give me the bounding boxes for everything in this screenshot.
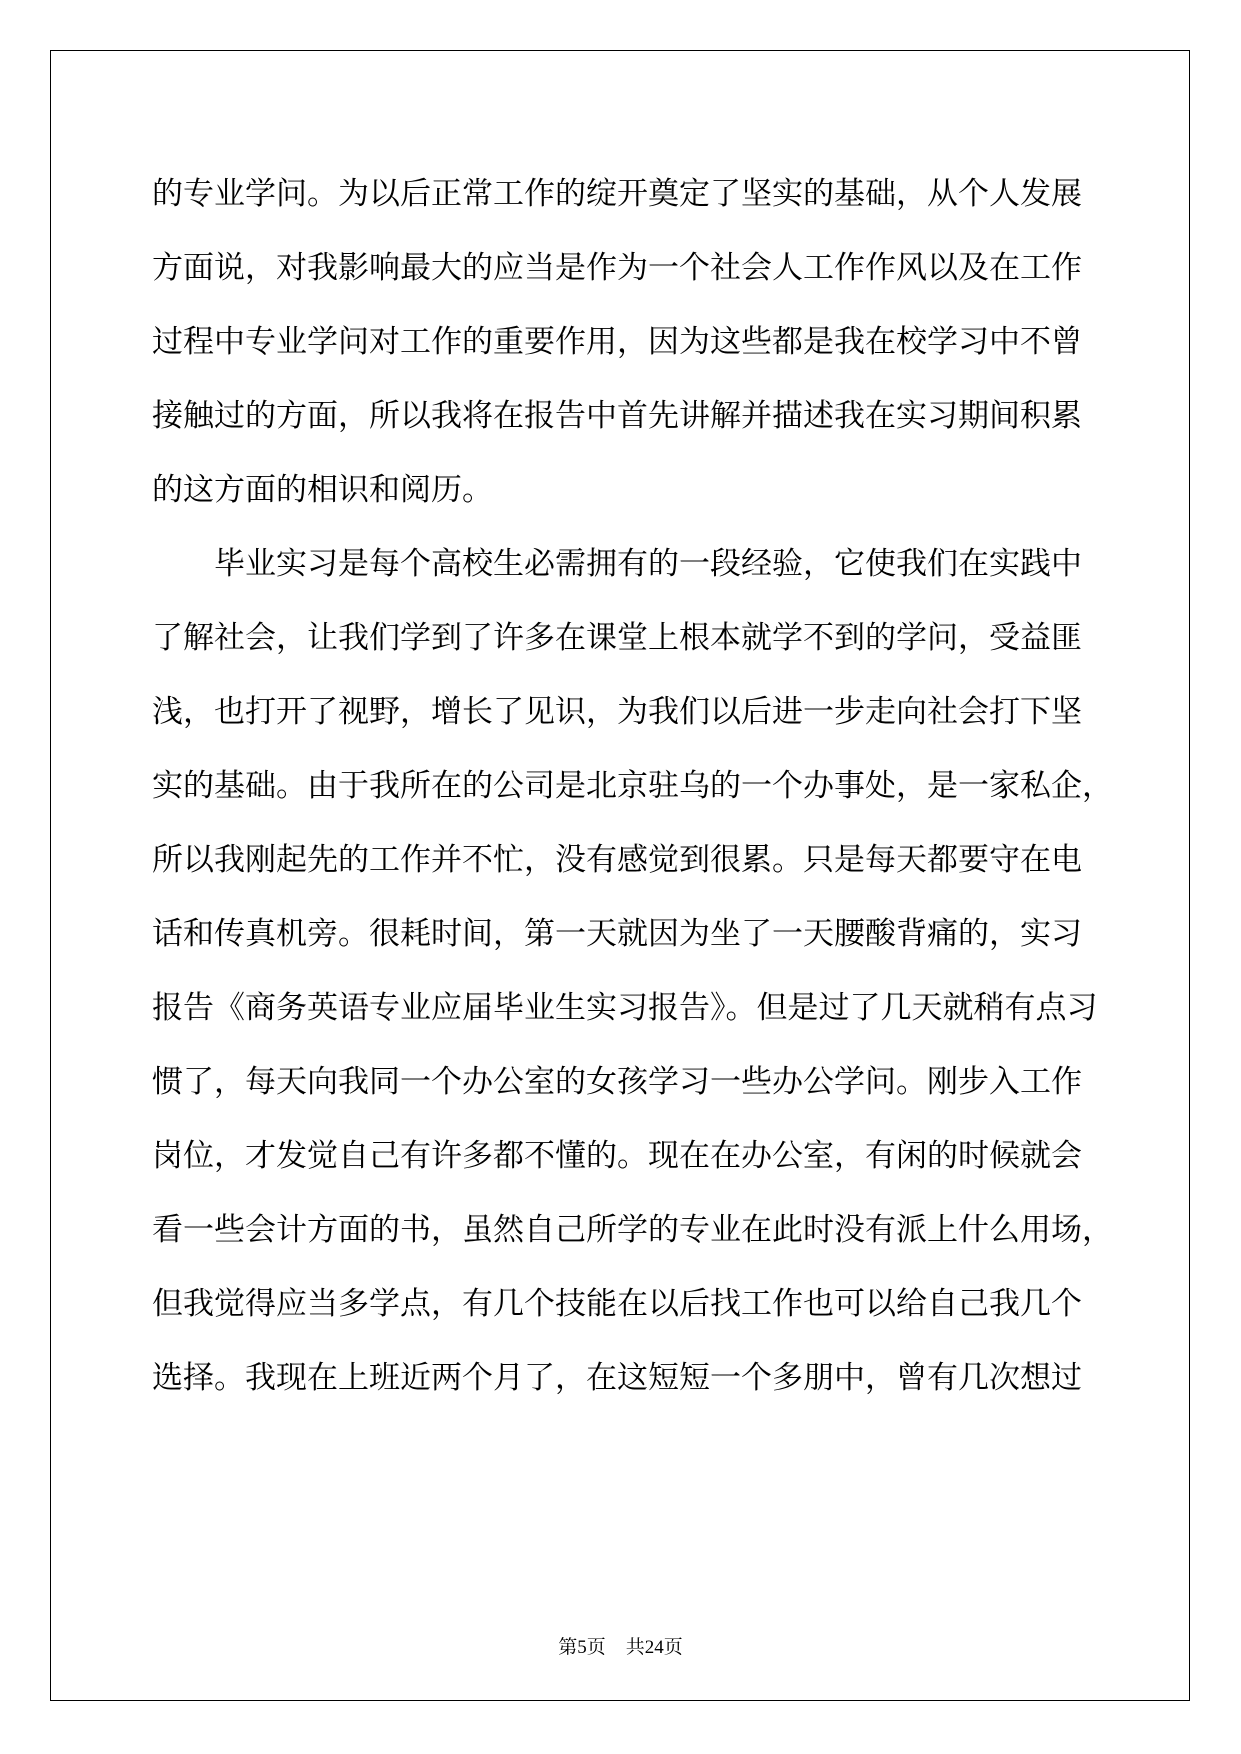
text-line: 的专业学问。为以后正常工作的绽开奠定了坚实的基础，从个人发展	[152, 176, 1082, 212]
text-line: 报告《商务英语专业应届毕业生实习报告》。但是过了几天就稍有点习	[152, 990, 1098, 1026]
paragraph-continued	[152, 157, 1092, 527]
text-line: 选择。我现在上班近两个月了，在这短短一个多朋中，曾有几次想过	[152, 1360, 1082, 1396]
text-line: 话和传真机旁。很耗时间，第一天就因为坐了一天腰酸背痛的，实习	[152, 916, 1082, 952]
document-body	[152, 157, 1113, 1415]
page-total: 共24页	[625, 1637, 683, 1658]
text-line: 的这方面的相识和阅历。	[152, 472, 493, 508]
text-line: 看一些会计方面的书，虽然自己所学的专业在此时没有派上什么用场，	[152, 1212, 1113, 1248]
text-line: 过程中专业学问对工作的重要作用，因为这些都是我在校学习中不曾	[152, 324, 1082, 360]
text-line: 浅，也打开了视野，增长了见识，为我们以后进一步走向社会打下坚	[152, 694, 1082, 730]
text-line: 岗位，才发觉自己有许多都不懂的。现在在办公室，有闲的时候就会	[152, 1138, 1082, 1174]
text-line: 了解社会，让我们学到了许多在课堂上根本就学不到的学问，受益匪	[152, 620, 1082, 656]
page-number: 第5页	[558, 1637, 606, 1658]
text-line: 惯了，每天向我同一个办公室的女孩学习一些办公学问。刚步入工作	[152, 1064, 1082, 1100]
text-line: 所以我刚起先的工作并不忙，没有感觉到很累。只是每天都要守在电	[152, 842, 1082, 878]
text-line: 毕业实习是每个高校生必需拥有的一段经验，它使我们在实践中	[214, 546, 1082, 582]
text-line: 方面说，对我影响最大的应当是作为一个社会人工作作风以及在工作	[152, 250, 1082, 286]
paragraph-internship	[152, 527, 1113, 1415]
text-line: 但我觉得应当多学点，有几个技能在以后找工作也可以给自己我几个	[152, 1286, 1082, 1322]
text-line: 接触过的方面，所以我将在报告中首先讲解并描述我在实习期间积累	[152, 398, 1082, 434]
page-footer	[0, 1632, 1241, 1659]
text-line: 实的基础。由于我所在的公司是北京驻乌的一个办事处，是一家私企，	[152, 768, 1113, 804]
